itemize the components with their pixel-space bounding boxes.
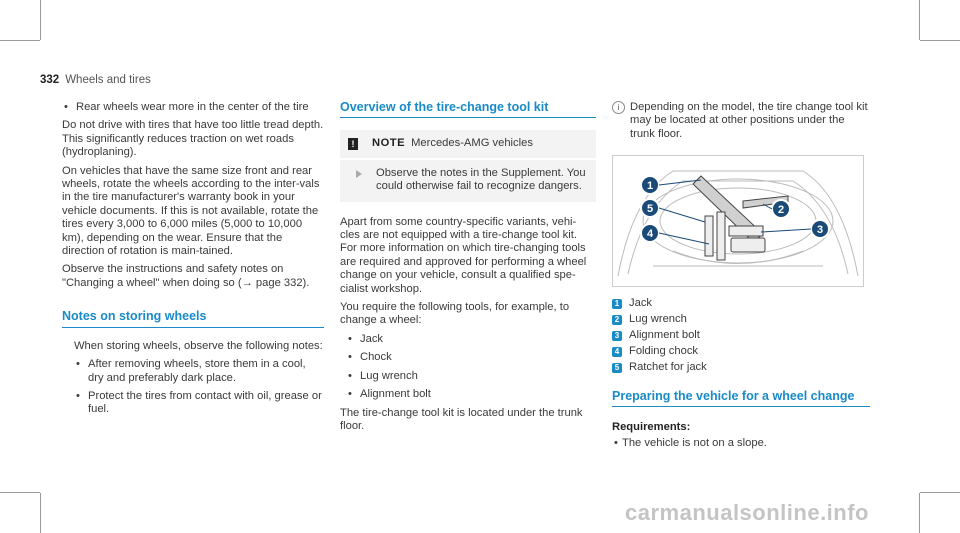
paragraph: When storing wheels, observe the following notes: (74, 339, 323, 352)
callout-5 (641, 199, 659, 217)
callout-number: 1 (612, 299, 622, 309)
section-heading: Notes on storing wheels (62, 310, 324, 327)
crop-mark (920, 40, 960, 41)
paragraph: The tire-change tool kit is located under the trunk floor. (340, 406, 583, 432)
tool-kit-illustration (612, 155, 864, 287)
left-column (62, 101, 324, 422)
page-number: 332 (40, 74, 60, 86)
paragraph: You require the following tools, for example, to change a wheel: (340, 301, 570, 327)
svg-text:5: 5 (646, 203, 654, 215)
callout-number: 5 (612, 363, 622, 373)
list-item: • Alignment bolt (346, 388, 596, 401)
paragraph: On vehicles that have the same size front and rear wheels, rotate the wheels according to the inter-vals in the tire manufacturer's warranty book in your vehicle documents. If this is not available, rotate the tires every 3,000 to 6,000 miles (5,000 to 10,000 km), depending on the wear. Ensure that the direction of rotation is main-tained. (62, 164, 320, 258)
requirements-label: Requirements: (612, 421, 691, 434)
paragraph: Apart from some country-specific variants, vehi-cles are not equipped with a tire-change tool kit. For more information on which tire-changing tools are required and approved for performing a wheel change on your vehicle, consult a qualified spe-cialist workshop. (340, 215, 587, 295)
info-note: i Depending on the model, the tire change tool kit may be located at other positions under the trunk floor. (612, 101, 870, 141)
svg-text:3: 3 (816, 224, 824, 236)
crop-mark (40, 493, 41, 533)
callout-number: 4 (612, 347, 622, 357)
crop-mark (919, 493, 920, 533)
crop-mark (920, 492, 960, 493)
section-heading: Preparing the vehicle for a wheel change (612, 390, 870, 407)
paragraph: Observe the instructions and safety notes on "Changing a wheel" when doing so (→ page 332). (62, 263, 310, 289)
list-item: • Lug wrench (346, 370, 596, 383)
crop-mark (40, 0, 41, 40)
crop-mark (0, 492, 40, 493)
list-item: • After removing wheels, store them in a cool, dry and preferably dark place. (74, 358, 324, 385)
legend-item: 2 Lug wrench (612, 312, 870, 328)
list-item: • The vehicle is not on a slope. (612, 437, 870, 450)
note-body: Observe the notes in the Supplement. You could otherwise fail to recognize dangers. (340, 160, 596, 202)
callout-3 (811, 220, 829, 238)
info-icon: i (612, 101, 625, 114)
paragraph: Do not drive with tires that have too little tread depth. This significantly reduces traction on wet roads (hydroplaning). (62, 119, 324, 159)
section-heading: Overview of the tire-change tool kit (340, 101, 596, 118)
legend-item: 5 Ratchet for jack (612, 360, 870, 376)
list-item: • Rear wheels wear more in the center of the tire (62, 101, 324, 114)
right-column (612, 101, 870, 141)
crop-mark (0, 40, 40, 41)
svg-text:1: 1 (646, 180, 654, 192)
right-lower-column (612, 296, 870, 455)
list-item: • Jack (346, 333, 596, 346)
callout-1 (641, 176, 659, 194)
trunk-tool-kit-image (613, 156, 863, 286)
callout-2 (772, 200, 790, 218)
crop-mark (919, 0, 920, 40)
note-box (340, 130, 596, 201)
callout-number: 3 (612, 331, 622, 341)
note-title: Mercedes-AMG vehicles (411, 137, 533, 150)
legend-item: 3 Alignment bolt (612, 328, 870, 344)
middle-column (340, 101, 596, 438)
callout-4 (641, 224, 659, 242)
section-title: Wheels and tires (65, 74, 151, 86)
note-header (340, 130, 596, 159)
list-item: • Chock (346, 351, 596, 364)
callout-number: 2 (612, 315, 622, 325)
note-label: NOTE (372, 137, 406, 150)
svg-text:4: 4 (646, 228, 654, 240)
page-header (40, 74, 151, 86)
legend-item: 1 Jack (612, 296, 870, 312)
svg-text:2: 2 (777, 204, 785, 216)
legend-item: 4 Folding chock (612, 344, 870, 360)
watermark: carmanualsonline.info (625, 500, 869, 525)
list-item: • Protect the tires from contact with oil, grease or fuel. (74, 390, 324, 417)
warning-icon: ! (348, 138, 358, 150)
